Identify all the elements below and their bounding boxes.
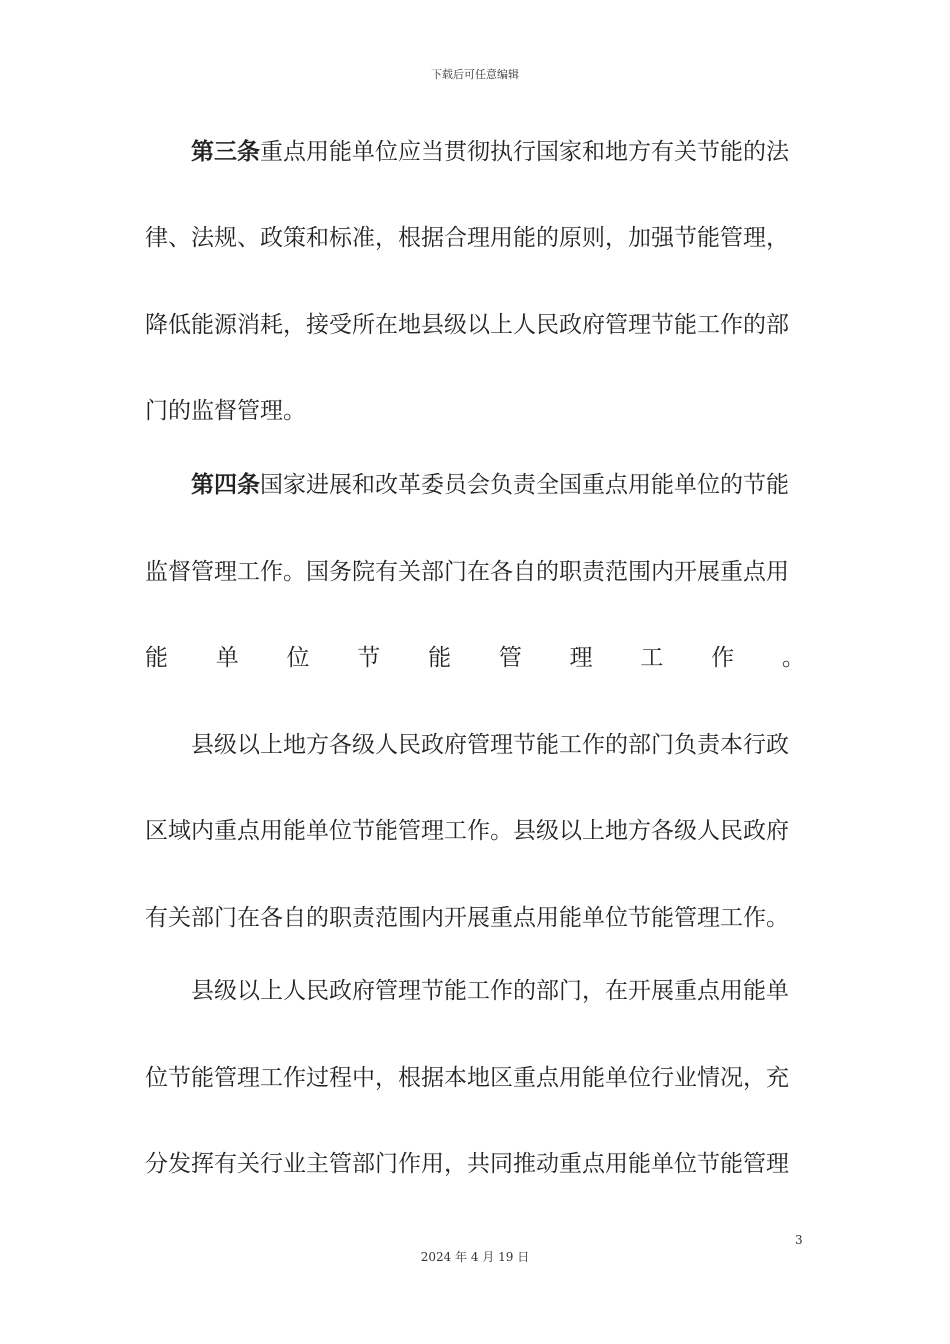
article-4-text-1: 国家进展和改革委员会负责全国重点用能单位的节能 bbox=[260, 472, 789, 498]
article-3-label: 第三条 bbox=[191, 139, 260, 165]
paragraph-article-3-line-2: 律、法规、政策和标准，根据合理用能的原则，加强节能管理， bbox=[145, 225, 789, 251]
paragraph-article-4-line-3 bbox=[145, 638, 805, 678]
spread-char: 管 bbox=[498, 645, 522, 671]
paragraph-article-3-line-3: 降低能源消耗，接受所在地县级以上人民政府管理节能工作的部 bbox=[145, 312, 789, 338]
spread-char: 节 bbox=[357, 645, 381, 671]
paragraph-county-gov-line-1: 县级以上人民政府管理节能工作的部门，在开展重点用能单 bbox=[191, 978, 789, 1004]
paragraph-article-3-line-1 bbox=[145, 132, 805, 172]
spread-char: 单 bbox=[215, 645, 239, 671]
page-number: 3 bbox=[795, 1233, 803, 1247]
spread-char: 理 bbox=[569, 645, 593, 671]
spread-char: 。 bbox=[781, 645, 805, 671]
paragraph-local-gov-line-3: 有关部门在各自的职责范围内开展重点用能单位节能管理工作。 bbox=[145, 905, 789, 931]
paragraph-article-4-line-2: 监督管理工作。国务院有关部门在各自的职责范围内开展重点用 bbox=[145, 559, 789, 585]
paragraph-article-3-line-4: 门的监督管理。 bbox=[145, 398, 306, 424]
article-3-text-1: 重点用能单位应当贯彻执行国家和地方有关节能的法 bbox=[260, 139, 789, 165]
article-4-label: 第四条 bbox=[191, 472, 260, 498]
spread-char: 位 bbox=[286, 645, 310, 671]
paragraph-county-gov-line-2: 位节能管理工作过程中，根据本地区重点用能单位行业情况，充 bbox=[145, 1065, 789, 1091]
paragraph-local-gov-line-1: 县级以上地方各级人民政府管理节能工作的部门负责本行政 bbox=[191, 732, 789, 758]
spread-char: 工 bbox=[640, 645, 664, 671]
paragraph-local-gov-line-2: 区域内重点用能单位节能管理工作。县级以上地方各级人民政府 bbox=[145, 818, 789, 844]
spread-char: 能 bbox=[145, 645, 168, 671]
paragraph-article-4-line-1 bbox=[145, 465, 805, 505]
page-footer-date: 2024 年 4 月 19 日 bbox=[420, 1250, 530, 1264]
page-header: 下载后可任意编辑 bbox=[431, 68, 519, 81]
spread-char: 能 bbox=[428, 645, 452, 671]
spread-char: 作 bbox=[711, 645, 735, 671]
paragraph-county-gov-line-3: 分发挥有关行业主管部门作用，共同推动重点用能单位节能管理 bbox=[145, 1151, 789, 1177]
